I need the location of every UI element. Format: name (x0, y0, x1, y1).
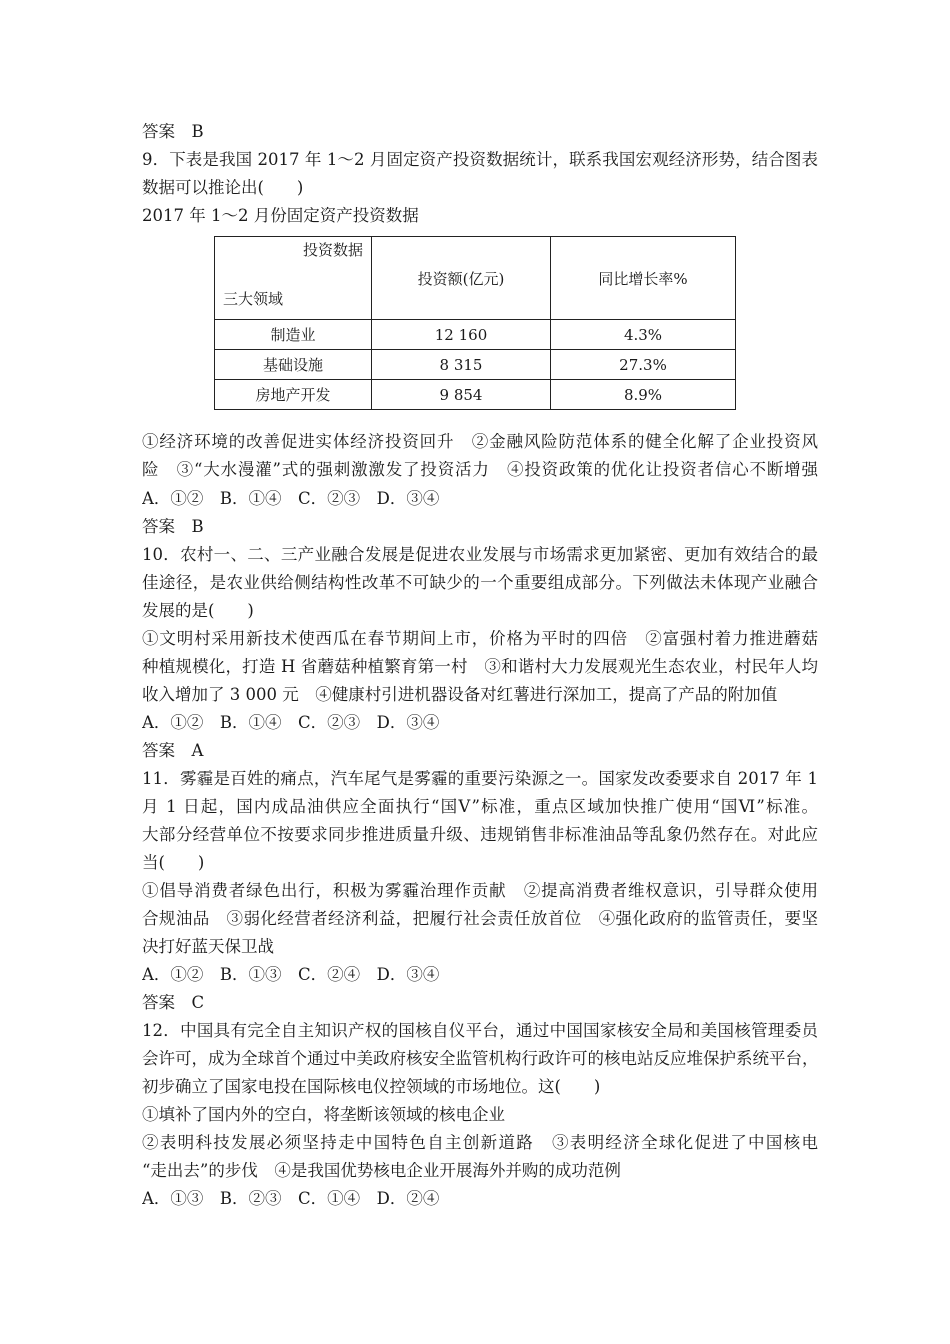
q11-statements-line-2: 合规油品 ③弱化经营者经济利益，把履行社会责任放首位 ④强化政府的监管责任，要坚 (142, 909, 818, 928)
question-12-line-2: 会许可，成为全球首个通过中美政府核安全监管机构行政许可的核电站反应堆保护系统平台， (142, 1049, 818, 1068)
q12-statements-line-2: ②表明科技发展必须坚持走中国特色自主创新道路 ③表明经济全球化促进了中国核电 (142, 1133, 818, 1152)
table-row (215, 350, 736, 380)
question-12-line-3: 初步确立了国家电投在国际核电仪控领域的市场地位。这( ) (142, 1077, 601, 1096)
header-amount: 投资额(亿元) (372, 237, 551, 320)
question-10-line-1: 10．农村一、二、三产业融合发展是促进农业发展与市场需求更加紧密、更加有效结合的最 (142, 545, 818, 564)
field-cell: 房地产开发 (215, 380, 372, 410)
q9-statements-line-1: ①经济环境的改善促进实体经济投资回升 ②金融风险防范体系的健全化解了企业投资风 (142, 432, 818, 451)
table-header-row (215, 237, 736, 320)
table-row (215, 320, 736, 350)
question-10-line-2: 佳途径，是农业供给侧结构性改革不可缺少的一个重要组成部分。下列做法未体现产业融合 (142, 573, 818, 592)
q11-options: A．①② B．①③ C．②④ D．③④ (142, 965, 440, 984)
q10-options: A．①② B．①④ C．②③ D．③④ (142, 713, 440, 732)
q10-statements-line-2: 种植规模化，打造 H 省蘑菇种植繁育第一村 ③和谐村大力发展观光生态农业，村民年人均 (142, 657, 818, 676)
answer-11: 答案 C (142, 993, 205, 1012)
rate-cell: 8.9% (551, 380, 736, 410)
header-rate: 同比增长率% (551, 237, 736, 320)
table-row (215, 380, 736, 410)
question-10-line-3: 发展的是( ) (142, 601, 254, 620)
table-caption: 2017 年 1～2 月份固定资产投资数据 (142, 206, 419, 225)
q12-options: A．①③ B．②③ C．①④ D．②④ (142, 1189, 440, 1208)
q11-statements-line-3: 决打好蓝天保卫战 (142, 937, 274, 956)
q9-statements-line-2: 险 ③“大水漫灌”式的强刺激激发了投资活力 ④投资政策的优化让投资者信心不断增强 (142, 460, 818, 479)
q10-statements-line-3: 收入增加了 3 000 元 ④健康村引进机器设备对红薯进行深加工，提高了产品的附加值 (142, 685, 778, 704)
q10-statements-line-1: ①文明村采用新技术使西瓜在春节期间上市，价格为平时的四倍 ②富强村着力推进蘑菇 (142, 629, 818, 648)
q11-statements-line-1: ①倡导消费者绿色出行，积极为雾霾治理作贡献 ②提高消费者维权意识，引导群众使用 (142, 881, 818, 900)
header-top-label: 投资数据 (302, 241, 363, 259)
rate-cell: 27.3% (551, 350, 736, 380)
question-9-line-1: 9．下表是我国 2017 年 1～2 月固定资产投资数据统计，联系我国宏观经济形势，结合图表 (142, 150, 818, 169)
header-bottom-label: 三大领域 (223, 290, 284, 308)
field-cell: 基础设施 (215, 350, 372, 380)
amount-cell: 8 315 (372, 350, 551, 380)
question-12-line-1: 12．中国具有完全自主知识产权的国核自仪平台，通过中国国家核安全局和美国核管理委员 (142, 1021, 818, 1040)
q12-statements-line-1: ①填补了国内外的空白，将垄断该领域的核电企业 (142, 1105, 505, 1124)
answer-8: 答案 B (142, 122, 204, 141)
q9-options: A．①② B．①④ C．②③ D．③④ (142, 489, 440, 508)
question-11-line-1: 11．雾霾是百姓的痛点，汽车尾气是雾霾的重要污染源之一。国家发改委要求自 2017 年 1 (142, 769, 818, 788)
amount-cell: 9 854 (372, 380, 551, 410)
amount-cell: 12 160 (372, 320, 551, 350)
question-11-line-4: 当( ) (142, 853, 205, 872)
q12-statements-line-3: “走出去”的步伐 ④是我国优势核电企业开展海外并购的成功范例 (142, 1161, 621, 1180)
question-11-line-2: 月 1 日起，国内成品油供应全面执行“国Ⅴ”标准，重点区域加快推广使用“国Ⅵ”标准。 (142, 797, 818, 816)
question-11-line-3: 大部分经营单位不按要求同步推进质量升级、违规销售非标准油品等乱象仍然存在。对此应 (142, 825, 818, 844)
answer-10: 答案 A (142, 741, 204, 760)
question-9-line-2: 数据可以推论出( ) (142, 178, 304, 197)
header-diagonal-cell (215, 237, 372, 320)
rate-cell: 4.3% (551, 320, 736, 350)
answer-9: 答案 B (142, 517, 204, 536)
field-cell: 制造业 (215, 320, 372, 350)
investment-table (214, 236, 736, 410)
